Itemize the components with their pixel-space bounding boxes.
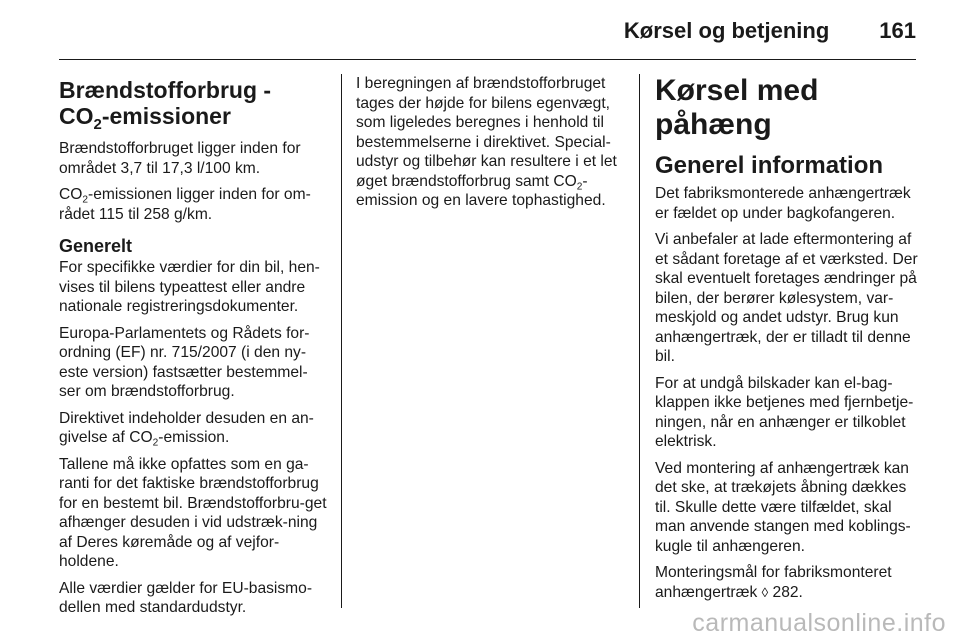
column-divider <box>341 74 342 608</box>
page-number: 161 <box>879 18 916 43</box>
column-divider <box>639 74 640 608</box>
generelt-heading: Generelt <box>59 236 133 256</box>
page-reference-link[interactable]: 282. <box>772 583 803 601</box>
paragraph: Direktivet indeholder desuden en an-givelse af $CO_2$-emission. <box>59 409 314 449</box>
paragraph: Det fabriksmonterede anhængertræk er fældet op under bagkofangeren. <box>655 185 911 222</box>
paragraph: Alle værdier gælder for EU-basismo-dellen med standardudstyr. <box>59 579 313 616</box>
column-2 <box>356 74 626 218</box>
paragraph: Europa-Parlamentets og Rådets for-ordning (EF) nr. 715/2007 (i den ny-este version) fastsætter bestemmel-ser om brændstofforbrug. <box>59 324 310 400</box>
paragraph: Monteringsmål for fabriksmonteret anhængertræk ◊ 282. <box>655 564 892 601</box>
paragraph: I beregningen af brændstofforbruget tages der højde for bilens egenvægt, som ligeledes beregnes i henhold til bestemmelserne i direktivet. Special-udstyr og tilbehør kan resultere i et let øget brændstofforbrug samt $CO_2$-emission og en lavere tophastighed. <box>356 75 617 209</box>
column-1 <box>59 74 329 625</box>
paragraph: Ved montering af anhængertræk kan det ske, at trækøjets åbning dækkes til. Skulle dette være tilfældet, skal man anvende stangen med koblings-kugle til anhængeren. <box>655 459 911 555</box>
fuel-consumption-heading: Brændstofforbrug - $CO_2$-emissioner <box>59 77 272 134</box>
watermark: carmanualsonline.info <box>692 609 946 637</box>
paragraph: For specifikke værdier for din bil, hen-vises til bilens typeattest eller andre nationale registreringsdokumenter. <box>59 259 320 315</box>
general-info-heading: Generel information <box>655 152 884 179</box>
paragraph: Brændstofforbruget ligger inden for området 3,7 til 17,3 l/100 km. <box>59 140 301 177</box>
page-header <box>624 18 916 44</box>
trailer-heading: Kørsel med påhæng <box>655 74 819 141</box>
paragraph: Tallene må ikke opfattes som en ga-ranti for det faktiske brændstofforbrug for en bestemt bil. Brændstofforbru-get afhænger desuden i vid udstræk-ning af Deres køremåde og af vejfor-holdene. <box>59 455 327 570</box>
column-3 <box>655 74 921 609</box>
paragraph: Vi anbefaler at lade eftermontering af et sådant foretage af et værksted. Der skal eventuelt foretages ændringer på bilen, der berører kølesystem, var-meskjold og andet udstyr. Brug kun anhængertræk, der er tilladt til denne bil. <box>655 231 918 365</box>
section-title: Kørsel og betjening <box>623 18 830 43</box>
paragraph: $CO_2$-emissionen ligger inden for om-rådet 115 til 258 g/km. <box>59 186 311 223</box>
header-rule <box>59 59 916 60</box>
page-reference-icon: ◊ <box>761 584 769 600</box>
paragraph: For at undgå bilskader kan el-bag-klappen ikke betjenes med fjernbetje-ningen, når en anhænger er tilkoblet elektrisk. <box>655 374 914 450</box>
